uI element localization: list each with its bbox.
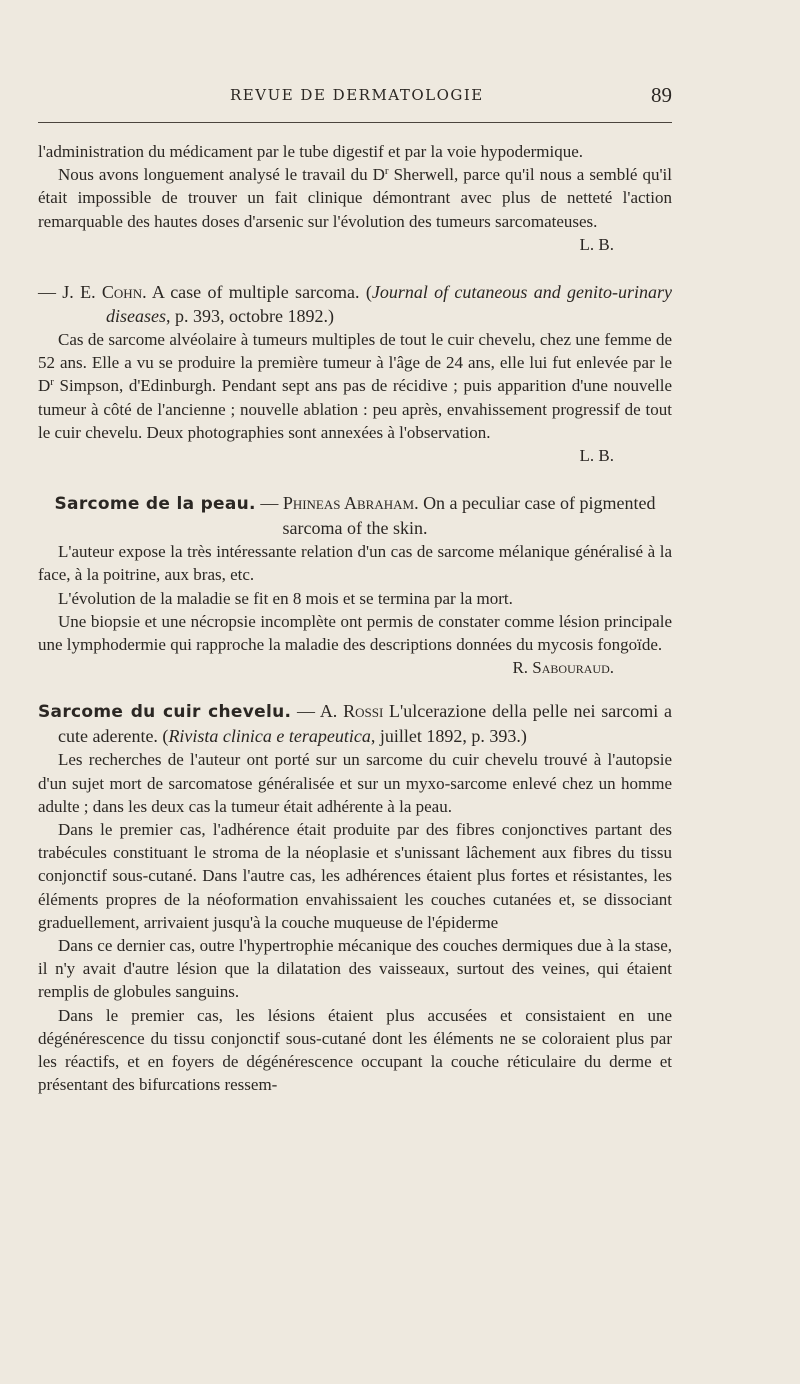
rossi-paragraph-2: Dans le premier cas, l'adhérence était produite par des fibres conjonctives partant des trabécules constituant le stroma de la néoplasie et s'unissant lâchement aux fibres du tissu conjonctif sous-cutané. Dans l'autre cas, les adhérences étaient plus fortes et résistantes, les éléments propres de la néoformation envahissaient les couches cutanées et, se dissociant graduellement, arrivaient jusqu'à la couche muqueuse de l'épiderme: [38, 820, 672, 932]
header-rule: [38, 122, 672, 123]
abraham-heading: [38, 491, 672, 540]
continuation-superscript: r: [384, 165, 389, 178]
cohn-signature: L. B.: [579, 446, 614, 466]
rossi-dash: —: [291, 701, 320, 722]
abraham-paragraph-1: L'auteur expose la très intéressante relation d'un cas de sarcome mélanique généralisé à la face, à la poitrine, aux bras, etc.: [38, 542, 672, 585]
abraham-signature: R. Sabouraud.: [512, 658, 614, 678]
continuation-text-a: Nous avons longuement analysé le travail du D: [58, 165, 385, 185]
continuation-text-b: Sherwell, parce qu'il nous a semblé qu'il était impossible de trouver un fait clinique démontrant avec plus de netteté l'action remarquable des hautes doses d'arsenic sur l'évolution des tumeurs sarcomateuses.: [38, 165, 672, 231]
cohn-citation: , p. 393, octobre 1892.): [166, 306, 334, 327]
cohn-author: Cohn: [101, 282, 143, 303]
rossi-paragraph-3: Dans ce dernier cas, outre l'hypertrophie mécanique des couches dermiques due à la stase, il n'y avait d'autre lésion que la dilatation des vaisseaux, surtout des veines, qui étaient remplis de globules sanguins.: [38, 936, 672, 1002]
rossi-paragraph-1: Les recherches de l'auteur ont porté sur un sarcome du cuir chevelu trouvé à l'autopsie d'un sujet mort de sarcomatose généralisée et sur un myxo-sarcome enlevé chez un homme adulte ; dans les deux cas la tumeur était adhérente à la peau.: [38, 750, 672, 816]
cohn-title: . A case of multiple sarcoma. (: [142, 282, 372, 303]
cohn-heading: [38, 280, 672, 328]
page-number: 89: [651, 83, 672, 107]
running-title: REVUE DE DERMATOLOGIE: [230, 86, 484, 104]
rossi-journal: Rivista clinica e terapeutica: [168, 726, 371, 747]
running-head: [0, 83, 800, 116]
rossi-citation: , juillet 1892, p. 393.): [370, 726, 527, 747]
spacer: [38, 467, 672, 491]
cohn-prefix: — J. E.: [38, 282, 102, 303]
rossi-author-initial: A.: [319, 701, 344, 722]
rossi-paragraph-4: Dans le premier cas, les lésions étaient plus accusées et consistaient en une dégénérescence du tissu conjonctif sous-cutané dont les éléments ne se coloraient plus par les réactifs, et en foyers de dégénérescence occupant la couche réticulaire du derme et présentant des bifurcations ressem-: [38, 1005, 672, 1095]
page-content: [38, 140, 672, 1097]
rossi-title: L'ulcerazione della pelle nei sarcomi a cute aderente. (: [58, 701, 673, 747]
abraham-section-title: Sarcome de la peau.: [54, 494, 256, 515]
cohn-body: [38, 328, 672, 444]
rossi-heading: [38, 699, 672, 748]
abraham-paragraph-2: L'évolution de la maladie se fit en 8 mois et se termina par la mort.: [58, 588, 513, 608]
rossi-section-title: Sarcome du cuir chevelu.: [38, 702, 292, 723]
rossi-author: Rossi: [343, 701, 384, 722]
continuation-signature: L. B.: [579, 234, 614, 254]
abraham-title: . On a peculiar case of pigmented sarcoma of the skin.: [282, 493, 656, 539]
cohn-body-text-b: Simpson, d'Edinburgh. Pendant sept ans pas de récidive ; puis apparition d'une nouvelle tumeur à côté de l'ancienne ; nouvelle ablation : peu après, envahissement progressif de tout le cuir chevelu. Deux photographies sont annexées à l'observation.: [38, 376, 672, 442]
continuation-paragraph-1: l'administration du médicament par le tube digestif et par la voie hypodermique.: [38, 142, 584, 161]
cohn-journal: Journal of cutaneous and genito-urinary diseases: [106, 282, 673, 327]
abraham-dash: —: [255, 493, 283, 514]
continuation-paragraph-2: [38, 163, 672, 233]
spacer: [38, 679, 672, 699]
abraham-author: Phineas Abraham: [282, 493, 415, 514]
spacer: [38, 256, 672, 280]
abraham-paragraph-3: [38, 610, 672, 656]
abraham-paragraph-3-text: Une biopsie et une nécropsie incomplète ont permis de constater comme lésion principale une lymphodermie qui rapproche la maladie des descriptions données du mycosis fongoïde.: [38, 611, 672, 655]
cohn-body-superscript: r: [50, 376, 54, 389]
cohn-body-text-a: Cas de sarcome alvéolaire à tumeurs multiples de tout le cuir chevelu, chez une femme de 52 ans. Elle a vu se produire la première tumeur à l'âge de 24 ans, elle lui fut enlevée par le D: [38, 330, 672, 396]
